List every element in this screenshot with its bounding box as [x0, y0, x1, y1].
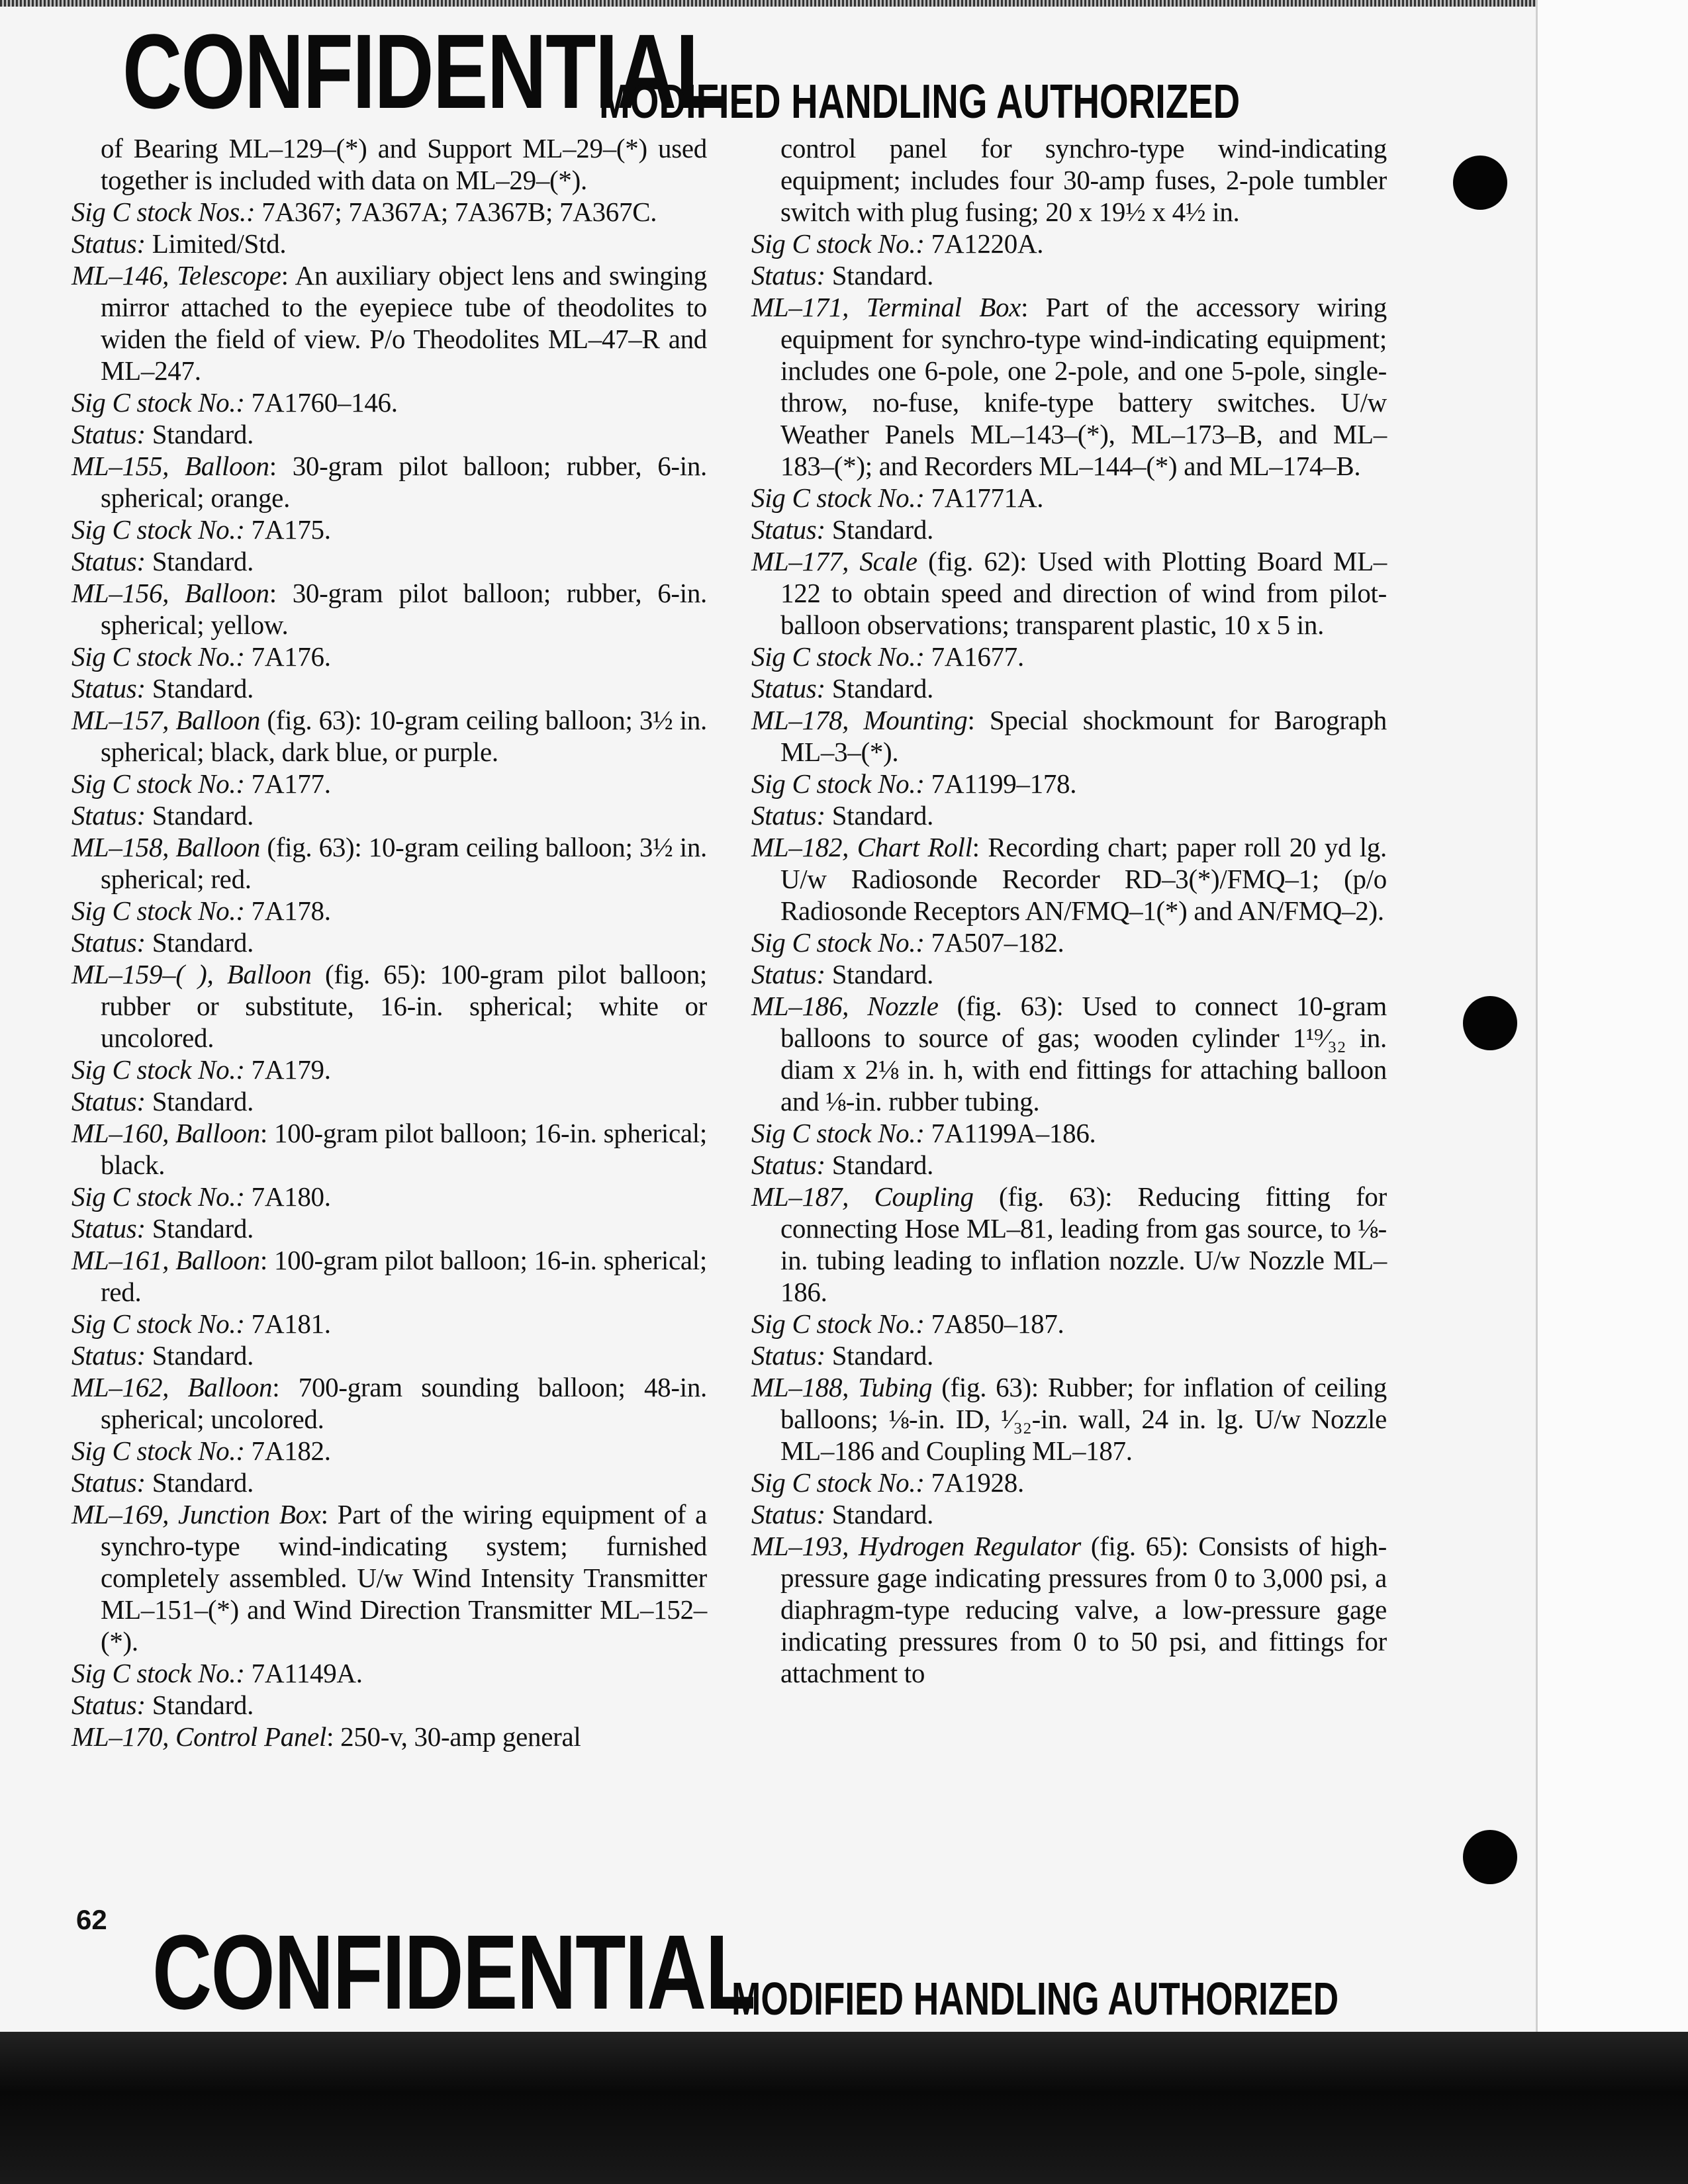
figure-reference: (fig. 62) — [917, 546, 1020, 576]
field-label: Sig C stock No.: — [71, 641, 245, 672]
entry-description: : An auxiliary object lens and swinging mirror attached to the eyepiece tube of theodolites to widen the field of view. P/o Theodolites ML–47–R and ML–247. — [101, 260, 707, 386]
field-label: Status: — [71, 1467, 146, 1498]
status-line — [71, 1467, 707, 1498]
entry-description: : Rubber; for inflation of ceiling balloons; ⅛-in. ID, ¹⁄₃₂-in. wall, 24 in. lg. U/w Nozzle ML–186 and Coupling ML–187. — [780, 1372, 1387, 1466]
stock-number-line — [71, 1181, 707, 1212]
field-label: Sig C stock No.: — [71, 1658, 245, 1688]
entry-title: ML–178, Mounting — [751, 705, 968, 735]
field-label: Status: — [71, 546, 146, 576]
field-value: 7A177. — [244, 768, 331, 799]
field-label: Sig C stock No.: — [751, 482, 925, 513]
catalog-entry — [71, 1371, 707, 1435]
figure-reference: (fig. 63) — [260, 832, 355, 862]
field-label: Sig C stock No.: — [71, 1054, 245, 1085]
field-value: 7A181. — [244, 1308, 331, 1339]
entry-title: ML–170, Control Panel — [71, 1721, 327, 1752]
stock-number-line — [751, 927, 1387, 958]
status-line — [751, 1149, 1387, 1181]
field-label: Status: — [751, 673, 825, 704]
field-label: Sig C stock No.: — [751, 1308, 925, 1339]
stock-number-line — [71, 641, 707, 672]
field-label: Sig C stock No.: — [751, 1467, 925, 1498]
entry-title: ML–162, Balloon — [71, 1372, 273, 1402]
entry-description: : Recording chart; paper roll 20 yd lg. U/w Radiosonde Recorder RD–3(*)/FMQ–1; (p/o Radiosonde Receptors AN/FMQ–1(*) and AN/FMQ–2). — [780, 832, 1387, 926]
field-value: 7A176. — [244, 641, 331, 672]
field-value: Standard. — [145, 1340, 254, 1371]
field-value: Limited/Std. — [145, 228, 287, 259]
field-value: Standard. — [825, 1499, 934, 1529]
field-value: 7A1677. — [924, 641, 1024, 672]
page-number: 62 — [76, 1904, 107, 1935]
field-value: 7A1928. — [924, 1467, 1024, 1498]
stock-number-line — [71, 1054, 707, 1085]
scan-bottom-edge — [0, 2032, 1688, 2184]
field-label: Status: — [71, 1340, 146, 1371]
entry-title: ML–160, Balloon — [71, 1118, 260, 1148]
status-line — [71, 1085, 707, 1117]
status-line — [71, 545, 707, 577]
stock-number-line — [71, 895, 707, 927]
punch-hole — [1453, 156, 1507, 210]
stock-number-line — [751, 768, 1387, 799]
stock-number-line — [71, 1657, 707, 1689]
status-line — [71, 228, 707, 259]
field-value: 7A182. — [244, 1435, 331, 1466]
field-value: 7A1149A. — [244, 1658, 363, 1688]
field-label: Sig C stock No.: — [751, 228, 925, 259]
entry-title: ML–157, Balloon — [71, 705, 261, 735]
field-label: Status: — [751, 1150, 825, 1180]
field-value: Standard. — [145, 546, 254, 576]
field-value: Standard. — [825, 1340, 934, 1371]
figure-reference: (fig. 63) — [973, 1181, 1105, 1212]
field-value: Standard. — [825, 959, 934, 989]
field-value: Standard. — [145, 1467, 254, 1498]
footer-confidential-stamp: CONFIDENTIAL — [152, 1913, 755, 2031]
status-line — [71, 927, 707, 958]
entry-title: ML–182, Chart Roll — [751, 832, 972, 862]
catalog-entry — [751, 291, 1387, 482]
entry-description: : Used with Plotting Board ML–122 to obtain speed and direction of wind from pilot-balloon observations; transparent plastic, 10 x 5 in. — [780, 546, 1387, 640]
field-label: Status: — [751, 514, 825, 545]
stock-number-line — [71, 387, 707, 418]
catalog-entry — [71, 831, 707, 895]
field-value: 7A179. — [244, 1054, 331, 1085]
field-label: Sig C stock No.: — [751, 641, 925, 672]
field-label: Status: — [751, 1340, 825, 1371]
field-value: Standard. — [145, 800, 254, 831]
status-line — [751, 799, 1387, 831]
stock-number-line — [751, 1117, 1387, 1149]
status-line — [71, 672, 707, 704]
field-label: Sig C stock No.: — [71, 895, 245, 926]
stock-number-line — [71, 1308, 707, 1340]
catalog-entry — [71, 1721, 707, 1752]
entry-description: : 100-gram pilot balloon; 16-in. spherical; red. — [101, 1245, 707, 1307]
entry-description: : Consists of high-pressure gage indicating pressures from 0 to 3,000 psi, a diaphragm-type reducing valve, a low-pressure gage indicating pressures from 0 to 50 psi, and fittings for attachment to — [780, 1531, 1387, 1688]
catalog-entry — [751, 831, 1387, 927]
field-value: Standard. — [145, 673, 254, 704]
entry-description: : 30-gram pilot balloon; rubber, 6-in. spherical; orange. — [101, 451, 707, 513]
field-label: Status: — [71, 228, 146, 259]
catalog-entry — [751, 990, 1387, 1117]
field-value: Standard. — [145, 1690, 254, 1720]
figure-reference: (fig. 63) — [932, 1372, 1031, 1402]
field-value: 7A175. — [244, 514, 331, 545]
field-label: Status: — [71, 419, 146, 449]
status-line — [71, 1212, 707, 1244]
entry-description: : 10-gram ceiling balloon; 3½ in. spherical; red. — [101, 832, 707, 894]
field-label: Status: — [71, 1213, 146, 1244]
figure-reference: (fig. 63) — [260, 705, 355, 735]
status-line — [751, 259, 1387, 291]
entry-title: ML–188, Tubing — [751, 1372, 933, 1402]
entry-description: : Reducing fitting for connecting Hose ML–81, leading from gas source, to ⅛-in. tubing leading to inflation nozzle. U/w Nozzle ML–186. — [780, 1181, 1387, 1307]
status-line — [751, 1340, 1387, 1371]
header-confidential-stamp: CONFIDENTIAL — [122, 12, 726, 130]
field-value: Standard. — [825, 514, 934, 545]
status-line — [71, 1689, 707, 1721]
field-label: Status: — [71, 927, 146, 958]
field-value: Standard. — [825, 1150, 934, 1180]
field-value: 7A1199–178. — [924, 768, 1077, 799]
field-value: Standard. — [825, 800, 934, 831]
catalog-entry — [71, 1117, 707, 1181]
figure-reference: (fig. 65) — [311, 959, 420, 989]
entry-title: ML–159–( ), Balloon — [71, 959, 312, 989]
field-value: Standard. — [145, 927, 254, 958]
entry-title: ML–158, Balloon — [71, 832, 261, 862]
catalog-entry — [71, 450, 707, 514]
entry-description: : 10-gram ceiling balloon; 3½ in. spherical; black, dark blue, or purple. — [101, 705, 707, 767]
entry-description: : Part of the accessory wiring equipment for synchro-type wind-indicating equipment; includes one 6-pole, one 2-pole, and one 5-pole, single-throw, no-fuse, knife-type battery switches. U/w Weather Panels ML–143–(*), ML–173–B, and ML–183–(*); and Recorders ML–144–(*) and ML–174–B. — [780, 292, 1387, 481]
entry-title: ML–187, Coupling — [751, 1181, 974, 1212]
catalog-entry — [751, 545, 1387, 641]
entry-title: ML–186, Nozzle — [751, 991, 939, 1021]
entry-description: : Special shockmount for Barograph ML–3–(*). — [780, 705, 1387, 767]
catalog-entry — [71, 1498, 707, 1657]
entry-title: ML–161, Balloon — [71, 1245, 260, 1275]
scan-top-edge — [0, 0, 1688, 7]
field-value: Standard. — [145, 1213, 254, 1244]
catalog-entry — [751, 1371, 1387, 1467]
field-label: Sig C stock No.: — [751, 927, 925, 958]
status-line — [751, 672, 1387, 704]
entry-description: : Part of the wiring equipment of a synchro-type wind-indicating system; furnished completely assembled. U/w Wind Intensity Transmitter ML–151–(*) and Wind Direction Transmitter ML–152–(*). — [101, 1499, 707, 1657]
stock-number-line — [751, 1467, 1387, 1498]
figure-reference: (fig. 63) — [938, 991, 1056, 1021]
entry-title: ML–193, Hydrogen Regulator — [751, 1531, 1082, 1561]
figure-reference: (fig. 65) — [1081, 1531, 1182, 1561]
entry-description: : Used to connect 10-gram balloons to source of gas; wooden cylinder 1¹⁹⁄₃₂ in. diam x 2⅛ in. h, with end fittings for attaching balloon and ⅛-in. rubber tubing. — [780, 991, 1387, 1116]
stock-number-line — [71, 514, 707, 545]
punch-hole — [1463, 1830, 1517, 1884]
stock-number-line — [71, 196, 707, 228]
field-label: Status: — [71, 673, 146, 704]
field-label: Status: — [751, 1499, 825, 1529]
field-label: Sig C stock Nos.: — [71, 197, 256, 227]
field-label: Sig C stock No.: — [751, 1118, 925, 1148]
field-label: Sig C stock No.: — [751, 768, 925, 799]
field-value: Standard. — [145, 419, 254, 449]
stock-number-line — [751, 228, 1387, 259]
field-value: Standard. — [145, 1086, 254, 1116]
field-label: Sig C stock No.: — [71, 1308, 245, 1339]
catalog-entry — [751, 704, 1387, 768]
stock-number-line — [751, 641, 1387, 672]
catalog-entry — [71, 1244, 707, 1308]
field-label: Status: — [751, 959, 825, 989]
field-value: 7A367; 7A367A; 7A367B; 7A367C. — [255, 197, 657, 227]
field-value: 7A1771A. — [924, 482, 1044, 513]
field-label: Sig C stock No.: — [71, 514, 245, 545]
entry-title: ML–171, Terminal Box — [751, 292, 1021, 322]
entry-description: : 30-gram pilot balloon; rubber, 6-in. spherical; yellow. — [101, 578, 707, 640]
status-line — [71, 1340, 707, 1371]
field-value: 7A1760–146. — [244, 387, 398, 418]
entry-description: : 100-gram pilot balloon; rubber or substitute, 16-in. spherical; white or uncolored. — [101, 959, 707, 1053]
catalog-entry — [71, 704, 707, 768]
continued-text: of Bearing ML–129–(*) and Support ML–29–(*) used together is included with data on ML–29–(*). — [101, 133, 707, 195]
status-line — [71, 418, 707, 450]
field-value: 7A1220A. — [924, 228, 1044, 259]
field-label: Status: — [751, 260, 825, 291]
field-value: Standard. — [825, 673, 934, 704]
field-value: 7A507–182. — [924, 927, 1064, 958]
stock-number-line — [751, 482, 1387, 514]
field-value: 7A1199A–186. — [924, 1118, 1096, 1148]
field-label: Sig C stock No.: — [71, 387, 245, 418]
field-label: Sig C stock No.: — [71, 1181, 245, 1212]
field-label: Status: — [71, 1690, 146, 1720]
scan-right-margin — [1536, 0, 1688, 2032]
field-value: 7A180. — [244, 1181, 331, 1212]
status-line — [751, 514, 1387, 545]
right-column — [751, 132, 1387, 1689]
stock-number-line — [71, 1435, 707, 1467]
field-value: 7A850–187. — [924, 1308, 1064, 1339]
entry-title: ML–155, Balloon — [71, 451, 269, 481]
entry-description: : 250-v, 30-amp general — [326, 1721, 581, 1752]
entry-title: ML–169, Junction Box — [71, 1499, 321, 1529]
field-label: Status: — [751, 800, 825, 831]
stock-number-line — [71, 768, 707, 799]
entry-description: : 100-gram pilot balloon; 16-in. spherical; black. — [101, 1118, 707, 1180]
catalog-entry — [751, 1530, 1387, 1689]
status-line — [71, 799, 707, 831]
header-handling-stamp: MODIFIED HANDLING AUTHORIZED — [599, 75, 1241, 128]
entry-description: : 700-gram sounding balloon; 48-in. spherical; uncolored. — [101, 1372, 707, 1434]
entry-title: ML–156, Balloon — [71, 578, 269, 608]
field-label: Sig C stock No.: — [71, 1435, 245, 1466]
catalog-entry — [751, 1181, 1387, 1308]
catalog-entry — [71, 259, 707, 387]
field-value: Standard. — [825, 260, 934, 291]
field-label: Status: — [71, 1086, 146, 1116]
footer-handling-stamp: MODIFIED HANDLING AUTHORIZED — [731, 1973, 1339, 2025]
entry-title: ML–146, Telescope — [71, 260, 281, 291]
catalog-entry — [71, 577, 707, 641]
left-column — [71, 132, 707, 1752]
field-label: Status: — [71, 800, 146, 831]
field-label: Sig C stock No.: — [71, 768, 245, 799]
status-line — [751, 958, 1387, 990]
catalog-entry — [71, 958, 707, 1054]
stock-number-line — [751, 1308, 1387, 1340]
continued-text: control panel for synchro-type wind-indicating equipment; includes four 30-amp fuses, 2-pole tumbler switch with plug fusing; 20 x 19½ x 4½ in. — [780, 133, 1387, 227]
status-line — [751, 1498, 1387, 1530]
field-value: 7A178. — [244, 895, 331, 926]
punch-hole — [1463, 996, 1517, 1050]
entry-title: ML–177, Scale — [751, 546, 917, 576]
